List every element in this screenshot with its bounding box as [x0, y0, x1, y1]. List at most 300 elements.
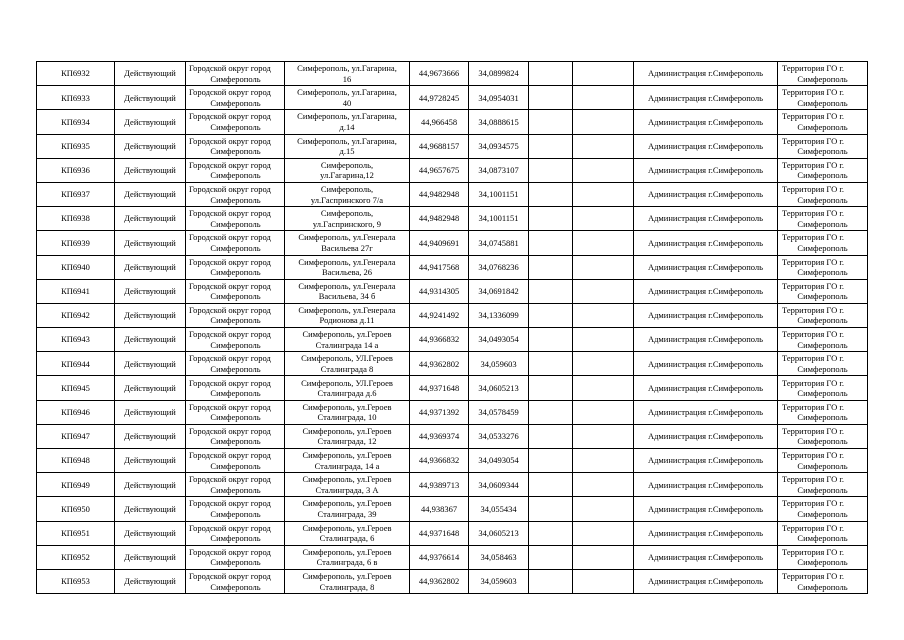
cell-latitude: [410, 376, 469, 400]
longitude-text: 34,0934575: [478, 140, 519, 151]
cell-owner: [634, 255, 778, 279]
owner-text: Администрация г.Симферополь: [647, 479, 764, 490]
cell-status: [115, 521, 186, 545]
locality-line-2: Симферополь: [210, 218, 261, 229]
locality-line-1: Городской округ город: [189, 135, 271, 146]
cell-id: [37, 449, 115, 473]
cell-latitude: [410, 303, 469, 327]
cell-empty-2: [573, 255, 634, 279]
cell-territory: [778, 424, 868, 448]
latitude-text: 44,9482948: [418, 213, 460, 224]
address-line-2: Сталинграда, 12: [317, 436, 377, 447]
address-line-1: Симферополь,: [320, 184, 374, 195]
address-line-1: Симферополь, ул.Героев: [302, 474, 392, 485]
cell-id: [37, 134, 115, 158]
address-line-1: Симферополь, ул.Гагарина,: [297, 111, 397, 122]
territory-line-1: Территория ГО г.: [782, 498, 844, 509]
cell-address: [285, 207, 410, 231]
cell-empty-2: [573, 424, 634, 448]
locality-line-1: Городской округ город: [189, 256, 271, 267]
cell-latitude: [410, 134, 469, 158]
cell-latitude: [410, 62, 469, 86]
cell-id: [37, 352, 115, 376]
cell-owner: [634, 376, 778, 400]
cell-owner: [634, 110, 778, 134]
address-line-2: Васильева, 34 б: [318, 291, 376, 302]
territory-line-1: Территория ГО г.: [782, 450, 844, 461]
cell-longitude: [469, 328, 529, 352]
id-text: КП6948: [61, 455, 90, 466]
cell-empty-2: [573, 62, 634, 86]
cell-empty-1: [529, 110, 573, 134]
locality-line-1: Городской округ город: [189, 353, 271, 364]
cell-id: [37, 400, 115, 424]
address-line-1: Симферополь, ул.Гагарина,: [297, 63, 397, 74]
locality-line-2: Симферополь: [210, 291, 261, 302]
cell-territory: [778, 182, 868, 206]
id-text: КП6938: [61, 213, 90, 224]
latitude-text: 44,9417568: [418, 261, 460, 272]
cell-id: [37, 207, 115, 231]
territory-line-2: Симферополь: [797, 218, 848, 229]
cell-empty-1: [529, 279, 573, 303]
cell-empty-1: [529, 328, 573, 352]
cell-latitude: [410, 279, 469, 303]
cell-locality: [186, 231, 285, 255]
territory-line-1: Территория ГО г.: [782, 184, 844, 195]
id-text: КП6932: [61, 68, 90, 79]
address-line-2: Васильева, 26: [321, 267, 373, 278]
cell-empty-2: [573, 400, 634, 424]
latitude-text: 44,9389713: [418, 479, 460, 490]
latitude-text: 44,9371648: [418, 382, 460, 393]
cell-latitude: [410, 207, 469, 231]
table-row: [37, 86, 868, 110]
cell-latitude: [410, 352, 469, 376]
cell-status: [115, 449, 186, 473]
cell-empty-2: [573, 352, 634, 376]
cell-longitude: [469, 400, 529, 424]
cell-latitude: [410, 255, 469, 279]
cell-territory: [778, 328, 868, 352]
owner-text: Администрация г.Симферополь: [647, 406, 764, 417]
status-text: Действующий: [124, 286, 176, 297]
locality-line-1: Городской округ город: [189, 450, 271, 461]
id-text: КП6940: [61, 261, 90, 272]
territory-line-1: Территория ГО г.: [782, 135, 844, 146]
cell-territory: [778, 473, 868, 497]
cell-empty-1: [529, 376, 573, 400]
territory-line-2: Симферополь: [797, 436, 848, 447]
longitude-text: 34,0493054: [478, 455, 519, 466]
cell-longitude: [469, 86, 529, 110]
territory-line-1: Территория ГО г.: [782, 87, 844, 98]
locality-line-2: Симферополь: [210, 73, 261, 84]
territory-line-1: Территория ГО г.: [782, 63, 844, 74]
cell-longitude: [469, 569, 529, 593]
cell-status: [115, 279, 186, 303]
cell-locality: [186, 497, 285, 521]
territory-line-2: Симферополь: [797, 291, 848, 302]
cell-latitude: [410, 521, 469, 545]
cell-empty-2: [573, 376, 634, 400]
longitude-text: 34,0954031: [478, 92, 519, 103]
territory-line-2: Симферополь: [797, 460, 848, 471]
territory-line-1: Территория ГО г.: [782, 425, 844, 436]
territory-line-2: Симферополь: [797, 170, 848, 181]
latitude-text: 44,9371392: [418, 406, 460, 417]
status-text: Действующий: [124, 406, 176, 417]
address-line-1: Симферополь, ул.Генерала: [298, 256, 396, 267]
address-line-2: Сталинграда, 39: [317, 508, 377, 519]
territory-line-2: Симферополь: [797, 121, 848, 132]
cell-locality: [186, 521, 285, 545]
locality-line-1: Городской округ город: [189, 474, 271, 485]
table-row: [37, 62, 868, 86]
cell-empty-1: [529, 158, 573, 182]
cell-owner: [634, 545, 778, 569]
cell-status: [115, 545, 186, 569]
table-row: [37, 207, 868, 231]
cell-territory: [778, 449, 868, 473]
cell-latitude: [410, 158, 469, 182]
locality-line-1: Городской округ город: [189, 232, 271, 243]
cell-longitude: [469, 110, 529, 134]
owner-text: Администрация г.Симферополь: [647, 576, 764, 587]
locality-line-1: Городской округ город: [189, 111, 271, 122]
address-line-1: Симферополь, ул.Героев: [302, 329, 392, 340]
territory-line-1: Территория ГО г.: [782, 377, 844, 388]
locality-line-2: Симферополь: [210, 242, 261, 253]
cell-empty-2: [573, 134, 634, 158]
cell-owner: [634, 473, 778, 497]
cell-longitude: [469, 255, 529, 279]
table-row: [37, 158, 868, 182]
id-text: КП6942: [61, 310, 90, 321]
cell-empty-1: [529, 352, 573, 376]
owner-text: Администрация г.Симферополь: [647, 455, 764, 466]
longitude-text: 34,0605213: [478, 527, 519, 538]
id-text: КП6952: [61, 552, 90, 563]
registry-table: [36, 61, 868, 594]
cell-empty-2: [573, 182, 634, 206]
cell-empty-2: [573, 86, 634, 110]
territory-line-1: Территория ГО г.: [782, 232, 844, 243]
status-text: Действующий: [124, 552, 176, 563]
cell-address: [285, 497, 410, 521]
status-text: Действующий: [124, 237, 176, 248]
cell-owner: [634, 279, 778, 303]
address-line-2: д.14: [339, 121, 355, 132]
cell-territory: [778, 303, 868, 327]
address-line-2: Родионова д.11: [319, 315, 375, 326]
locality-line-2: Симферополь: [210, 146, 261, 157]
address-line-2: Сталинграда, 6: [319, 533, 375, 544]
table-row: [37, 110, 868, 134]
locality-line-2: Симферополь: [210, 508, 261, 519]
table-row: [37, 279, 868, 303]
cell-longitude: [469, 207, 529, 231]
territory-line-1: Территория ГО г.: [782, 571, 844, 582]
cell-empty-2: [573, 449, 634, 473]
cell-locality: [186, 473, 285, 497]
cell-latitude: [410, 110, 469, 134]
latitude-text: 44,9409691: [418, 237, 460, 248]
owner-text: Администрация г.Симферополь: [647, 431, 764, 442]
owner-text: Администрация г.Симферополь: [647, 310, 764, 321]
table-body: [37, 62, 868, 594]
id-text: КП6946: [61, 406, 90, 417]
cell-status: [115, 110, 186, 134]
cell-status: [115, 424, 186, 448]
table-row: [37, 497, 868, 521]
cell-territory: [778, 207, 868, 231]
cell-address: [285, 449, 410, 473]
latitude-text: 44,9369374: [418, 431, 460, 442]
cell-empty-1: [529, 473, 573, 497]
table-row: [37, 328, 868, 352]
cell-owner: [634, 352, 778, 376]
latitude-text: 44,9314305: [418, 286, 460, 297]
cell-address: [285, 158, 410, 182]
status-text: Действующий: [124, 431, 176, 442]
cell-status: [115, 62, 186, 86]
cell-owner: [634, 207, 778, 231]
owner-text: Администрация г.Симферополь: [647, 552, 764, 563]
id-text: КП6951: [61, 527, 90, 538]
cell-territory: [778, 376, 868, 400]
cell-owner: [634, 328, 778, 352]
cell-status: [115, 182, 186, 206]
longitude-text: 34,1001151: [478, 213, 519, 224]
longitude-text: 34,0873107: [478, 165, 519, 176]
id-text: КП6935: [61, 140, 90, 151]
cell-territory: [778, 569, 868, 593]
cell-address: [285, 182, 410, 206]
cell-address: [285, 521, 410, 545]
table-row: [37, 569, 868, 593]
owner-text: Администрация г.Симферополь: [647, 527, 764, 538]
territory-line-2: Симферополь: [797, 581, 848, 592]
cell-locality: [186, 424, 285, 448]
cell-id: [37, 62, 115, 86]
address-line-1: Симферополь, ул.Героев: [302, 450, 392, 461]
locality-line-1: Городской округ город: [189, 498, 271, 509]
cell-locality: [186, 569, 285, 593]
longitude-text: 34,0888615: [478, 116, 519, 127]
cell-owner: [634, 231, 778, 255]
address-line-1: Симферополь,: [320, 208, 374, 219]
status-text: Действующий: [124, 92, 176, 103]
cell-owner: [634, 62, 778, 86]
cell-longitude: [469, 545, 529, 569]
cell-id: [37, 255, 115, 279]
territory-line-1: Территория ГО г.: [782, 208, 844, 219]
address-line-1: Симферополь, ул.Героев: [302, 522, 392, 533]
territory-line-1: Территория ГО г.: [782, 329, 844, 340]
cell-longitude: [469, 182, 529, 206]
cell-address: [285, 134, 410, 158]
owner-text: Администрация г.Симферополь: [647, 286, 764, 297]
cell-status: [115, 158, 186, 182]
territory-line-2: Симферополь: [797, 339, 848, 350]
address-line-1: Симферополь, ул.Героев: [302, 425, 392, 436]
owner-text: Администрация г.Симферополь: [647, 503, 764, 514]
cell-owner: [634, 182, 778, 206]
table-row: [37, 449, 868, 473]
cell-status: [115, 328, 186, 352]
cell-status: [115, 134, 186, 158]
address-line-2: ул.Гагарина,12: [320, 170, 374, 181]
locality-line-2: Симферополь: [210, 533, 261, 544]
cell-territory: [778, 255, 868, 279]
id-text: КП6933: [61, 92, 90, 103]
id-text: КП6936: [61, 165, 90, 176]
cell-id: [37, 545, 115, 569]
status-text: Действующий: [124, 479, 176, 490]
locality-line-2: Симферополь: [210, 412, 261, 423]
locality-line-1: Городской округ город: [189, 546, 271, 557]
territory-line-1: Территория ГО г.: [782, 256, 844, 267]
cell-id: [37, 86, 115, 110]
cell-status: [115, 207, 186, 231]
cell-owner: [634, 158, 778, 182]
cell-longitude: [469, 231, 529, 255]
status-text: Действующий: [124, 576, 176, 587]
locality-line-2: Симферополь: [210, 581, 261, 592]
cell-locality: [186, 545, 285, 569]
status-text: Действующий: [124, 310, 176, 321]
cell-latitude: [410, 86, 469, 110]
address-line-1: Симферополь, ул.Гагарина,: [297, 135, 397, 146]
territory-line-2: Симферополь: [797, 194, 848, 205]
cell-owner: [634, 449, 778, 473]
cell-locality: [186, 376, 285, 400]
status-text: Действующий: [124, 527, 176, 538]
owner-text: Администрация г.Симферополь: [647, 189, 764, 200]
locality-line-2: Симферополь: [210, 339, 261, 350]
latitude-text: 44,9657675: [418, 165, 460, 176]
cell-latitude: [410, 545, 469, 569]
status-text: Действующий: [124, 261, 176, 272]
cell-empty-1: [529, 255, 573, 279]
territory-line-2: Симферополь: [797, 242, 848, 253]
locality-line-2: Симферополь: [210, 315, 261, 326]
cell-address: [285, 352, 410, 376]
cell-latitude: [410, 400, 469, 424]
cell-empty-2: [573, 110, 634, 134]
longitude-text: 34,1336099: [478, 310, 519, 321]
owner-text: Администрация г.Симферополь: [647, 165, 764, 176]
address-line-2: Сталинграда, 14 а: [314, 460, 380, 471]
cell-territory: [778, 231, 868, 255]
id-text: КП6953: [61, 576, 90, 587]
cell-locality: [186, 182, 285, 206]
cell-empty-1: [529, 545, 573, 569]
cell-empty-2: [573, 279, 634, 303]
cell-empty-2: [573, 303, 634, 327]
longitude-text: 34,0899824: [478, 68, 519, 79]
cell-empty-2: [573, 473, 634, 497]
locality-line-1: Городской округ город: [189, 184, 271, 195]
locality-line-1: Городской округ город: [189, 159, 271, 170]
territory-line-2: Симферополь: [797, 97, 848, 108]
cell-locality: [186, 328, 285, 352]
locality-line-1: Городской округ город: [189, 304, 271, 315]
owner-text: Администрация г.Симферополь: [647, 261, 764, 272]
cell-latitude: [410, 569, 469, 593]
cell-longitude: [469, 424, 529, 448]
address-line-1: Симферополь, ул.Генерала: [298, 232, 396, 243]
address-line-1: Симферополь, ул.Героев: [302, 571, 392, 582]
cell-id: [37, 110, 115, 134]
cell-empty-1: [529, 521, 573, 545]
cell-empty-2: [573, 497, 634, 521]
table-row: [37, 303, 868, 327]
owner-text: Администрация г.Симферополь: [647, 358, 764, 369]
address-line-2: Сталинграда д.6: [317, 388, 377, 399]
locality-line-2: Симферополь: [210, 363, 261, 374]
territory-line-1: Территория ГО г.: [782, 159, 844, 170]
locality-line-1: Городской округ город: [189, 87, 271, 98]
longitude-text: 34,0745881: [478, 237, 519, 248]
latitude-text: 44,9376614: [418, 552, 460, 563]
locality-line-1: Городской округ город: [189, 63, 271, 74]
territory-line-2: Симферополь: [797, 557, 848, 568]
locality-line-2: Симферополь: [210, 170, 261, 181]
id-text: КП6941: [61, 286, 90, 297]
status-text: Действующий: [124, 334, 176, 345]
status-text: Действующий: [124, 68, 176, 79]
owner-text: Администрация г.Симферополь: [647, 213, 764, 224]
territory-line-2: Симферополь: [797, 363, 848, 374]
cell-empty-2: [573, 545, 634, 569]
territory-line-1: Территория ГО г.: [782, 304, 844, 315]
territory-line-2: Симферополь: [797, 146, 848, 157]
table-row: [37, 352, 868, 376]
cell-territory: [778, 86, 868, 110]
cell-address: [285, 86, 410, 110]
cell-empty-1: [529, 231, 573, 255]
cell-status: [115, 473, 186, 497]
table-row: [37, 255, 868, 279]
longitude-text: 34,055434: [480, 503, 517, 514]
territory-line-1: Территория ГО г.: [782, 111, 844, 122]
id-text: КП6945: [61, 382, 90, 393]
cell-id: [37, 182, 115, 206]
latitude-text: 44,9366832: [418, 334, 460, 345]
cell-empty-2: [573, 521, 634, 545]
latitude-text: 44,9482948: [418, 189, 460, 200]
cell-empty-1: [529, 424, 573, 448]
locality-line-2: Симферополь: [210, 267, 261, 278]
longitude-text: 34,0493054: [478, 334, 519, 345]
address-line-2: д.15: [339, 146, 355, 157]
status-text: Действующий: [124, 213, 176, 224]
locality-line-2: Симферополь: [210, 388, 261, 399]
owner-text: Администрация г.Симферополь: [647, 334, 764, 345]
cell-locality: [186, 400, 285, 424]
longitude-text: 34,0578459: [478, 406, 519, 417]
cell-id: [37, 497, 115, 521]
cell-address: [285, 255, 410, 279]
cell-empty-1: [529, 303, 573, 327]
longitude-text: 34,0691842: [478, 286, 519, 297]
cell-address: [285, 569, 410, 593]
cell-territory: [778, 279, 868, 303]
cell-id: [37, 303, 115, 327]
cell-address: [285, 473, 410, 497]
